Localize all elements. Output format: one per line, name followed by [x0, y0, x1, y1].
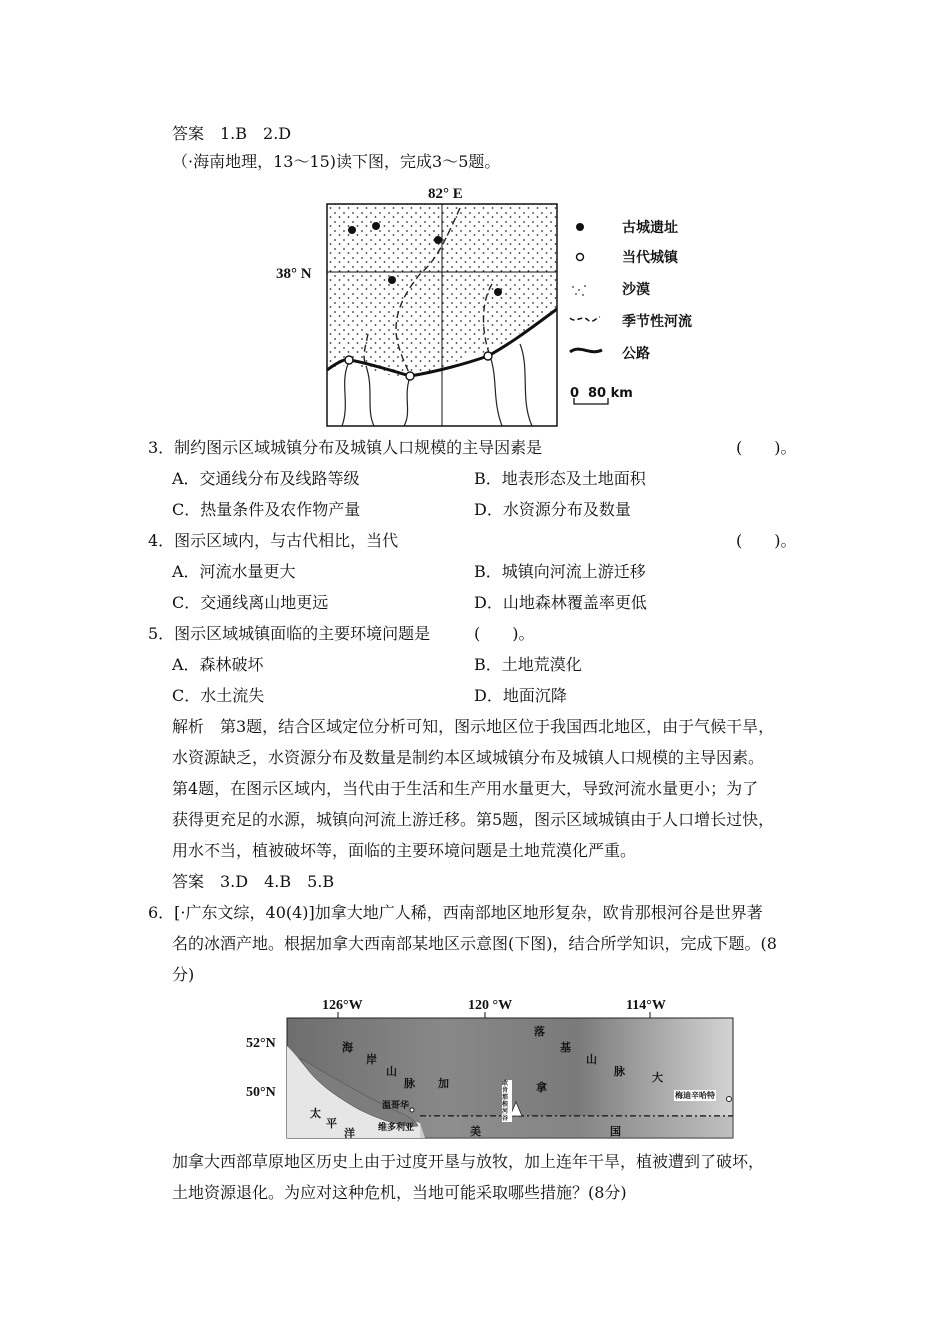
latitude-label: 38° N: [276, 266, 312, 282]
q4-stem: 4．图示区域内，与古代相比，当代: [148, 531, 399, 550]
intro-questions-3-5: （·海南地理，13～15)读下图，完成3～5题。: [172, 152, 501, 171]
q3-option-c: C．热量条件及农作物产量: [172, 500, 361, 519]
map-southwest-canada: [240, 998, 740, 1143]
legend-road: 公路: [622, 346, 650, 362]
q5-stem: 5．图示区域城镇面临的主要环境问题是: [148, 624, 431, 643]
q5-bracket: ( )。: [474, 624, 535, 643]
analysis-line-3: 第4题，在图示区域内，当代由于生活和生产用水量更大，导致河流水量更小；为了: [172, 779, 759, 798]
label-victoria: 维多利亚: [378, 1123, 415, 1133]
label-vancouver: 温哥华: [382, 1101, 410, 1111]
q5-option-d: D．地面沉降: [474, 686, 567, 705]
label-rocky-3: 山: [586, 1053, 597, 1066]
lon-126w: 126°W: [322, 998, 363, 1013]
stipple-icon: [572, 285, 586, 296]
label-coast-4: 脉: [404, 1077, 415, 1090]
analysis-line-4: 获得更充足的水源，城镇向河流上游迁移。第5题，图示区域城镇由于人口增长过快，: [172, 810, 775, 829]
ancient-city-site: [372, 222, 380, 230]
label-canada-3: 大: [652, 1071, 663, 1084]
q5-option-b: B．土地荒漠化: [474, 655, 582, 674]
q4-option-a: A．河流水量更大: [172, 562, 296, 581]
label-canada-2: 拿: [536, 1081, 547, 1094]
ancient-city-site: [388, 276, 396, 284]
label-rocky-4: 脉: [614, 1065, 625, 1078]
modern-town: [406, 372, 414, 380]
dashed-river-icon: [570, 317, 600, 321]
ancient-city-site: [494, 288, 502, 296]
q4-option-d: D．山地森林覆盖率更低: [474, 593, 647, 612]
label-okanagan-valley: 欧肯那根河谷: [502, 1080, 512, 1122]
label-coast-3: 山: [386, 1065, 397, 1078]
modern-town: [484, 352, 492, 360]
answer-line-1-2: 答案 1.B 2.D: [172, 124, 292, 143]
medicine-hat-marker: [727, 1097, 732, 1102]
q6-line-2: 名的冰酒产地。根据加拿大西南部某地区示意图(下图)，结合所学知识，完成下题。(8: [172, 934, 777, 953]
label-coast-1: 海: [342, 1041, 353, 1054]
legend-seasonal-river: 季节性河流: [622, 314, 692, 330]
label-canada-1: 加: [438, 1077, 449, 1090]
q6-line-1: 6．[·广东文综，40(4)]加拿大地广人稀，西南部地区地形复杂，欧肯那根河谷是世界著: [148, 903, 763, 922]
analysis-line-5: 用水不当，植被破坏等，面临的主要环境问题是土地荒漠化严重。: [172, 841, 637, 860]
label-pacific-3: 洋: [344, 1127, 355, 1140]
tail-line-1: 加拿大西部草原地区历史上由于过度开垦与放牧，加上连年干旱，植被遭到了破坏，: [172, 1152, 765, 1171]
q3-option-a: A．交通线分布及线路等级: [172, 469, 360, 488]
label-pacific-1: 太: [310, 1107, 321, 1120]
lon-114w: 114°W: [626, 998, 666, 1013]
answer-line-3-5: 答案 3.D 4.B 5.B: [172, 872, 335, 891]
q3-stem: 3．制约图示区域城镇分布及城镇人口规模的主导因素是: [148, 438, 543, 457]
label-rocky-1: 落: [534, 1025, 545, 1038]
scale-distance: 80 km: [588, 386, 633, 401]
label-rocky-2: 基: [560, 1041, 571, 1054]
q3-bracket: ( )。: [736, 438, 797, 457]
legend-desert: 沙漠: [622, 282, 650, 298]
lat-52n: 52°N: [246, 1036, 276, 1051]
q3-option-b: B．地表形态及土地面积: [474, 469, 646, 488]
filled-dot-icon: [576, 223, 584, 231]
q4-option-b: B．城镇向河流上游迁移: [474, 562, 646, 581]
label-medicine-hat: 梅迪辛哈特: [675, 1091, 715, 1100]
vancouver-marker: [410, 1108, 414, 1112]
scale-zero: 0: [570, 386, 580, 401]
label-usa-2: 国: [610, 1125, 621, 1138]
longitude-label: 82° E: [428, 186, 463, 202]
road-icon: [570, 349, 602, 352]
label-usa-1: 美: [470, 1125, 481, 1138]
map-xinjiang-region: [270, 184, 720, 429]
q5-option-a: A．森林破坏: [172, 655, 264, 674]
ancient-city-site: [434, 236, 442, 244]
analysis-line-1: 解析 第3题，结合区域定位分析可知，图示地区位于我国西北地区，由于气候干旱，: [172, 717, 775, 736]
legend-modern-town: 当代城镇: [622, 250, 678, 266]
tail-line-2: 土地资源退化。为应对这种危机，当地可能采取哪些措施？(8分): [172, 1183, 627, 1202]
lat-50n: 50°N: [246, 1085, 276, 1100]
q3-option-d: D．水资源分布及数量: [474, 500, 631, 519]
label-coast-2: 岸: [366, 1053, 377, 1066]
q4-bracket: ( )。: [736, 531, 797, 550]
q5-option-c: C．水土流失: [172, 686, 265, 705]
ancient-city-site: [348, 226, 356, 234]
q4-option-c: C．交通线离山地更远: [172, 593, 329, 612]
legend-ancient-site: 古城遗址: [622, 220, 678, 236]
hollow-dot-icon: [577, 254, 584, 261]
analysis-line-2: 水资源缺乏，水资源分布及数量是制约本区域城镇分布及城镇人口规模的主导因素。: [172, 748, 765, 767]
lon-120w: 120 °W: [468, 998, 513, 1013]
modern-town: [345, 356, 353, 364]
q6-line-3: 分): [172, 965, 195, 984]
label-pacific-2: 平: [326, 1117, 337, 1130]
